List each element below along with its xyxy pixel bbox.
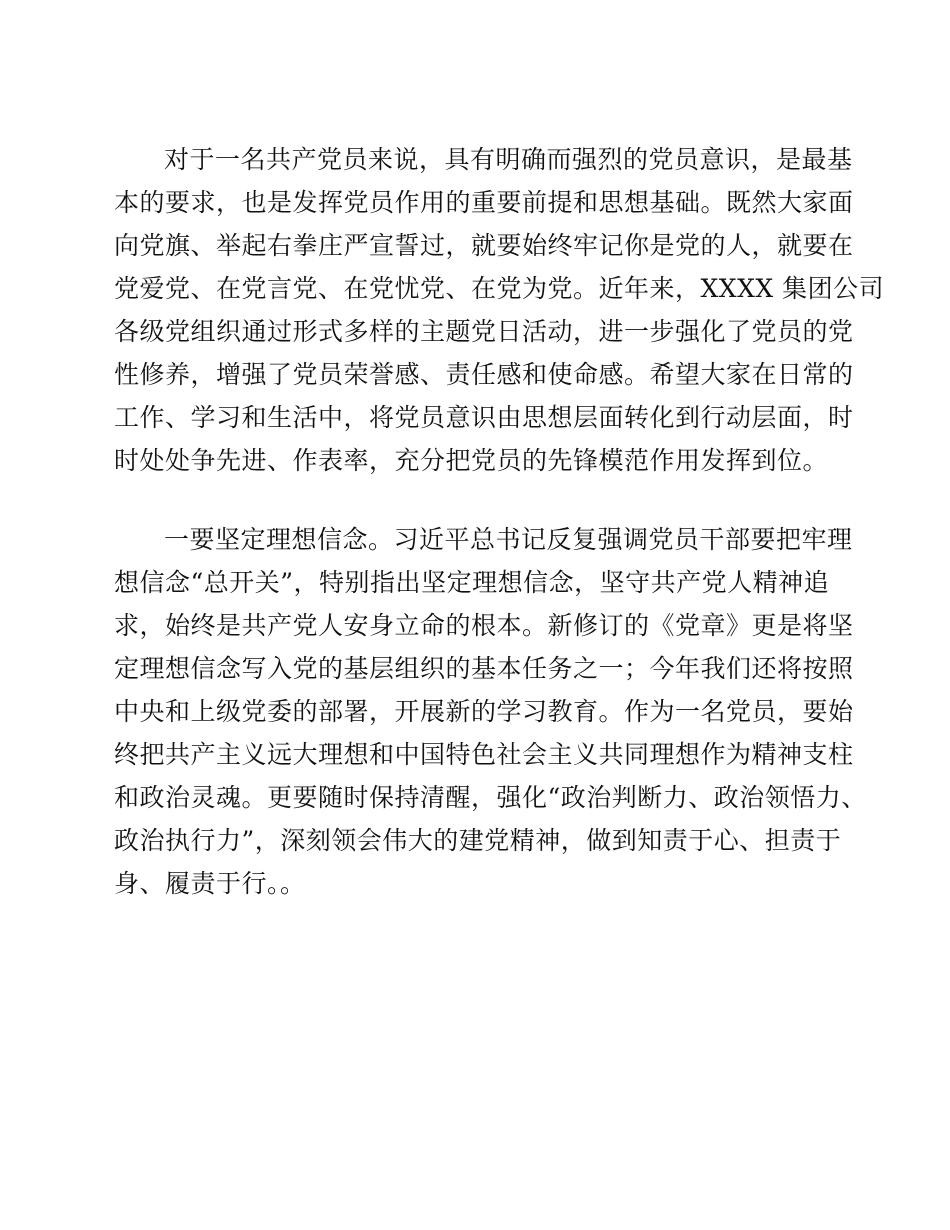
paragraph-1 [114,138,885,482]
paragraph-line: 中央和上级党委的部署，开展新的学习教育。作为一名党员，要始 [114,697,854,726]
paragraph-line: 终把共产主义远大理想和中国特色社会主义共同理想作为精神支柱 [114,740,854,769]
paragraph-line: 定理想信念写入党的基层组织的基本任务之一；今年我们还将按照 [114,654,854,683]
document-body [114,138,885,905]
paragraph-line: 政治执行力”，深刻领会伟大的建党精神，做到知责于心、担责于 [114,826,842,855]
paragraph-2 [114,518,867,905]
paragraph-line: 时处处争先进、作表率，充分把党员的先锋模范作用发挥到位。 [114,446,829,475]
paragraph-line: 本的要求，也是发挥党员作用的重要前提和思想基础。既然大家面 [114,188,854,217]
paragraph-line: 党爱党、在党言党、在党忧党、在党为党。近年来，XXXX 集团公司 [114,274,885,303]
paragraph-line: 想信念“总开关”，特别指出坚定理想信念，坚守共产党人精神追 [114,568,830,597]
paragraph-line: 各级党组织通过形式多样的主题党日活动，进一步强化了党员的党 [114,317,854,346]
paragraph-line: 求，始终是共产党人安身立命的根本。新修订的《党章》更是将坚 [114,611,854,640]
paragraph-line: 身、履责于行。。 [114,869,306,898]
paragraph-line: 对于一名共产党员来说，具有明确而强烈的党员意识，是最基 [164,145,853,174]
paragraph-line: 和政治灵魂。更要随时保持清醒，强化“政治判断力、政治领悟力、 [114,783,867,812]
paragraph-line: 工作、学习和生活中，将党员意识由思想层面转化到行动层面，时 [114,403,854,432]
paragraph-line: 向党旗、举起右拳庄严宣誓过，就要始终牢记你是党的人，就要在 [114,231,854,260]
paragraph-line: 性修养，增强了党员荣誉感、责任感和使命感。希望大家在日常的 [114,360,854,389]
paragraph-line: 一要坚定理想信念。习近平总书记反复强调党员干部要把牢理 [164,525,853,554]
